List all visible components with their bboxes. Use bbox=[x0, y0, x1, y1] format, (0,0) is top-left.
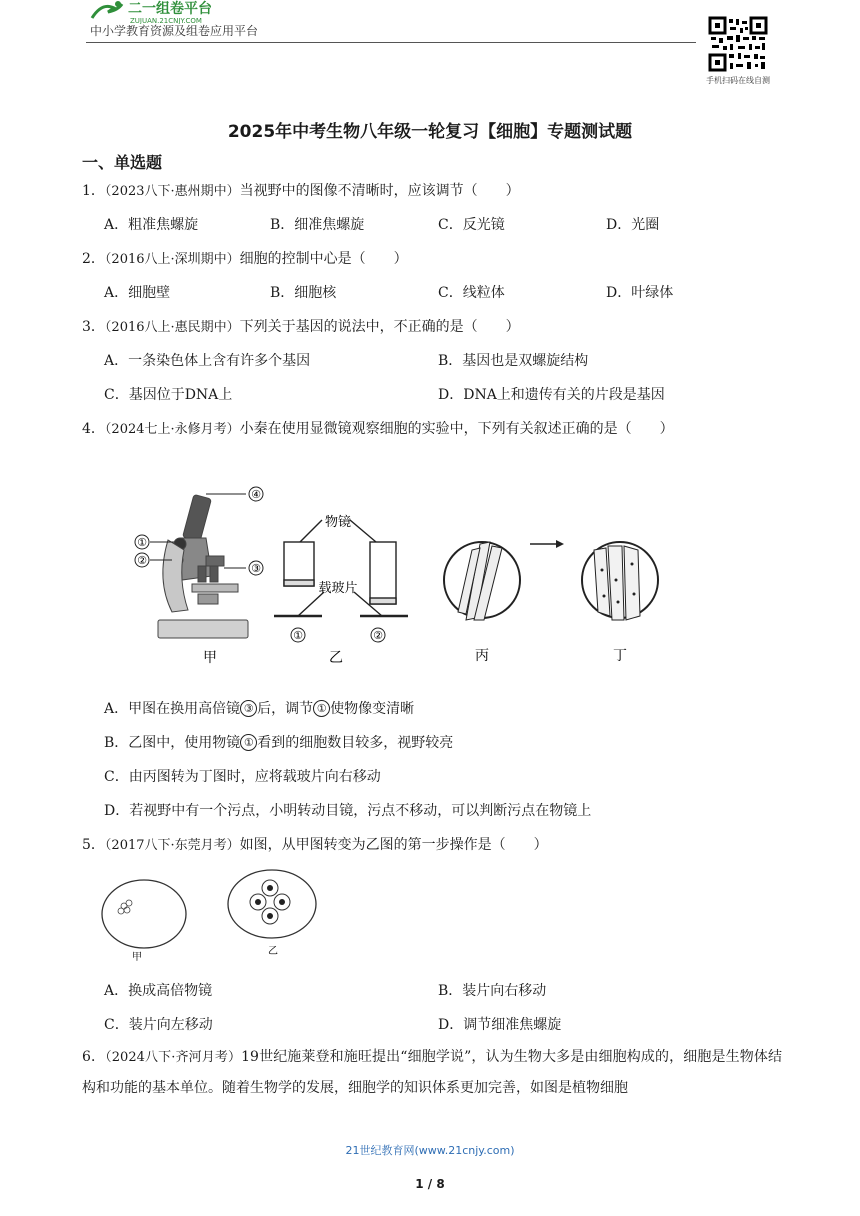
question-source: （2024八下·齐河月考） bbox=[105, 1050, 242, 1065]
option-4c[interactable]: C．由丙图转为丁图时，应将载玻片向右移动 bbox=[104, 769, 381, 785]
option-4b[interactable]: B．乙图中，使用物镜 ① 看到的细胞数目较多，视野较亮 bbox=[104, 735, 454, 751]
circled-1: ① bbox=[240, 734, 257, 751]
section-heading: 一、单选题 bbox=[82, 153, 163, 172]
option-1c[interactable]: C．反光镜 bbox=[438, 217, 505, 233]
question-number: 4． bbox=[82, 421, 105, 437]
question-1 bbox=[82, 180, 520, 200]
page-number: 1 / 8 bbox=[415, 1177, 445, 1191]
option-3d[interactable]: D．DNA上和遗传有关的片段是基因 bbox=[438, 387, 665, 403]
option-3c[interactable]: C．基因位于DNA上 bbox=[104, 387, 233, 403]
marker-2: ② bbox=[137, 554, 147, 567]
view-field-figure bbox=[98, 868, 328, 968]
footer-site-link[interactable]: 21世纪教育网(www.21cnjy.com) bbox=[345, 1144, 515, 1157]
question-4 bbox=[82, 418, 674, 438]
header-subtitle: 中小学教育资源及组卷应用平台 bbox=[90, 24, 259, 38]
qr-caption: 手机扫码在线自测 bbox=[706, 76, 770, 85]
option-3a[interactable]: A．一条染色体上含有许多个基因 bbox=[104, 353, 311, 369]
objective-marker-1: ① bbox=[293, 629, 303, 642]
logo-text: 二一组卷平台 bbox=[128, 1, 212, 17]
option-5c[interactable]: C．装片向左移动 bbox=[104, 1017, 213, 1033]
question-source: （2016八上·深圳期中） bbox=[104, 252, 240, 267]
option-5d[interactable]: D．调节细准焦螺旋 bbox=[438, 1017, 562, 1033]
figure-label-jia: 甲 bbox=[203, 650, 217, 666]
option-3b[interactable]: B．基因也是双螺旋结构 bbox=[438, 353, 589, 369]
marker-4: ④ bbox=[251, 488, 261, 501]
option-1d[interactable]: D．光圈 bbox=[606, 217, 660, 233]
objective-label: 物镜 bbox=[324, 515, 352, 530]
question-text: 细胞的控制中心是（ ） bbox=[239, 251, 408, 267]
question-number: 6． bbox=[82, 1049, 106, 1065]
circled-3: ③ bbox=[240, 700, 257, 717]
figure-label-ding: 丁 bbox=[613, 648, 627, 664]
option-4d[interactable]: D．若视野中有一个污点，小明转动目镜，污点不移动，可以判断污点在物镜上 bbox=[104, 803, 592, 819]
marker-3: ③ bbox=[251, 562, 261, 575]
logo-url: ZUJUAN.21CNJY.COM bbox=[130, 17, 202, 24]
question-3 bbox=[82, 316, 520, 336]
question-number: 2． bbox=[82, 251, 105, 267]
question-source: （2024七上·永修月考） bbox=[104, 422, 240, 437]
option-5a[interactable]: A．换成高倍物镜 bbox=[104, 983, 213, 999]
question-2 bbox=[82, 248, 408, 268]
microscope-figure bbox=[128, 480, 668, 674]
option-2a[interactable]: A．细胞壁 bbox=[104, 285, 171, 301]
question-source: （2016八上·惠民期中） bbox=[104, 320, 240, 335]
figure-label-jia: 甲 bbox=[132, 952, 142, 963]
figure-label-bing: 丙 bbox=[475, 648, 489, 664]
header-divider bbox=[86, 42, 696, 43]
marker-1: ① bbox=[137, 536, 147, 549]
objective-marker-2: ② bbox=[373, 629, 383, 642]
microscope-illustration bbox=[158, 494, 248, 638]
question-text: 19世纪施莱登和施旺提出“细胞学说”，认为生物大多是由细胞构成的，细胞是生物体结构和功能的基本单位。随着生物学的发展，细胞学的知识体系更加完善，如图是植物细胞 bbox=[82, 1049, 782, 1096]
qr-code-icon[interactable] bbox=[708, 16, 768, 76]
question-number: 5． bbox=[82, 837, 105, 853]
question-5 bbox=[82, 834, 548, 854]
option-2d[interactable]: D．叶绿体 bbox=[606, 285, 674, 301]
arrow-right-icon bbox=[556, 540, 564, 548]
question-source: （2023八下·惠州期中） bbox=[104, 184, 240, 199]
circled-1: ① bbox=[313, 700, 330, 717]
question-text: 小秦在使用显微镜观察细胞的实验中，下列有关叙述正确的是（ ） bbox=[239, 421, 674, 437]
option-2b[interactable]: B．细胞核 bbox=[270, 285, 337, 301]
option-1a[interactable]: A．粗准焦螺旋 bbox=[104, 217, 199, 233]
figure-label-yi: 乙 bbox=[268, 946, 278, 957]
figure-label-yi: 乙 bbox=[329, 650, 343, 666]
option-1b[interactable]: B．细准焦螺旋 bbox=[270, 217, 365, 233]
question-number: 3． bbox=[82, 319, 105, 335]
question-text: 如图，从甲图转变为乙图的第一步操作是（ ） bbox=[239, 837, 548, 853]
page-title: 2025年中考生物八年级一轮复习【细胞】专题测试题 bbox=[227, 122, 633, 142]
question-number: 1． bbox=[82, 183, 105, 199]
option-2c[interactable]: C．线粒体 bbox=[438, 285, 505, 301]
question-6 bbox=[82, 1042, 782, 1103]
slide-label: 载玻片 bbox=[318, 581, 358, 596]
question-source: （2017八下·东莞月考） bbox=[104, 838, 240, 853]
question-text: 当视野中的图像不清晰时，应该调节（ ） bbox=[239, 183, 520, 199]
option-4a[interactable]: A．甲图在换用高倍镜 ③ 后，调节 ① 使物像变清晰 bbox=[104, 701, 415, 717]
question-text: 下列关于基因的说法中，不正确的是（ ） bbox=[239, 319, 520, 335]
option-5b[interactable]: B．装片向右移动 bbox=[438, 983, 547, 999]
